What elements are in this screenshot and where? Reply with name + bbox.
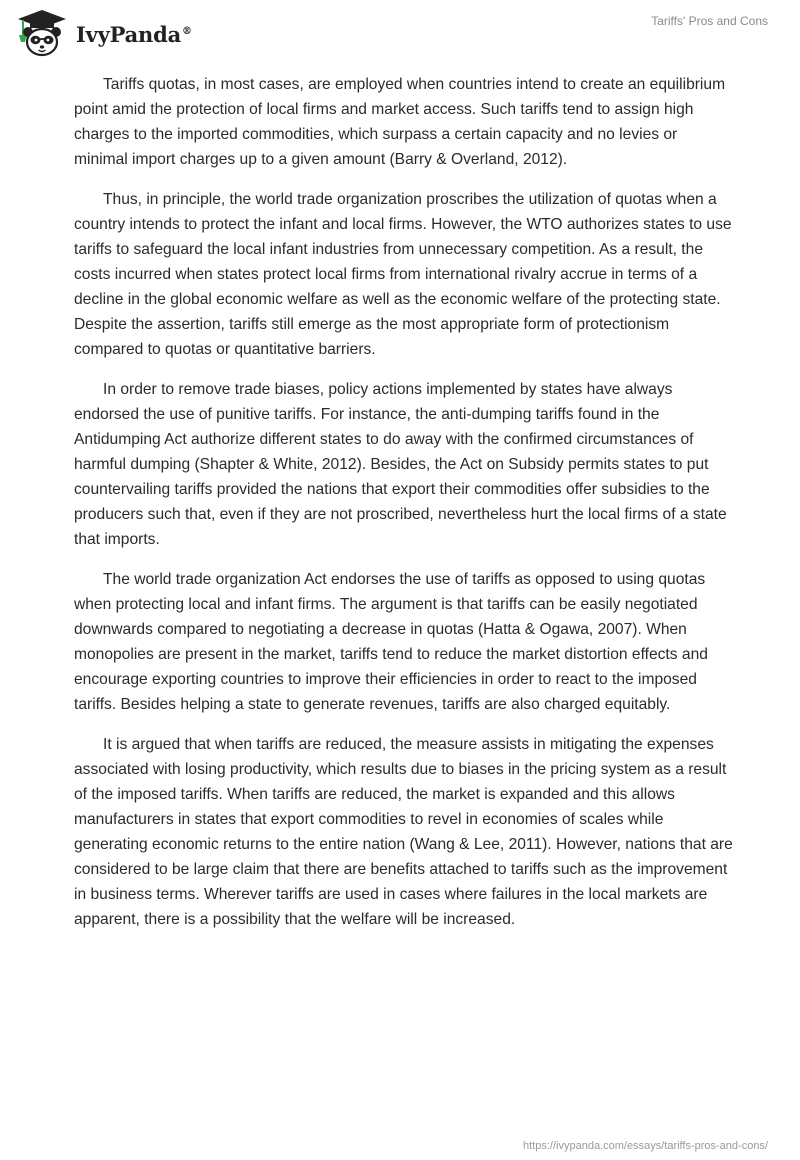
panda-graduate-logo-icon [14, 8, 70, 58]
paragraph-2: Thus, in principle, the world trade organization proscribes the utilization of quotas when a country intends to protect the infant and local firms. However, the WTO authorizes states to use tariffs to safeguard the local infant industries from unnecessary competition. As a result, the costs incurred when states protect local firms from international rivalry accrue in terms of a decline in the global economic welfare as well as the economic welfare of the protecting state. Despite the assertion, tariffs still emerge as the most appropriate form of protectionism compared to quotas or quantitative barriers. [74, 191, 732, 358]
registered-mark: ® [182, 25, 192, 37]
document-title: Tariffs' Pros and Cons [651, 14, 768, 28]
paragraph-4: The world trade organization Act endorses the use of tariffs as opposed to using quotas when protecting local and infant firms. The argument is that tariffs can be easily negotiated downwards compared to negotiating a decrease in quotas (Hatta & Ogawa, 2007). When monopolies are present in the market, tariffs tend to reduce the market distortion effects and encourage exporting countries to improve their efficiencies in order to react to the imposed tariffs. Besides helping a state to generate revenues, tariffs are also charged equitably. [74, 571, 708, 713]
essay-body [74, 72, 734, 947]
page-header [0, 0, 800, 64]
paragraph-5: It is argued that when tariffs are reduced, the measure assists in mitigating the expenses associated with losing productivity, which results due to biases in the pricing system as a result of the imposed tariffs. When tariffs are reduced, the market is expanded and this allows manufacturers in states that export commodities to revel in economies of scales while generating economic returns to the entire nation (Wang & Lee, 2011). However, nations that are considered to be large claim that there are benefits attached to tariffs such as the improvement in business terms. Wherever tariffs are used in cases where failures in the local markets are apparent, there is a possibility that the welfare will be increased. [74, 736, 733, 928]
paragraph-3: In order to remove trade biases, policy actions implemented by states have always endorsed the use of punitive tariffs. For instance, the anti-dumping tariffs found in the Antidumping Act authorize different states to do away with the confirmed circumstances of harmful dumping (Shapter & White, 2012). Besides, the Act on Subsidy permits states to put countervailing tariffs provided the nations that export their commodities offer subsidies to the producers such that, even if they are not proscribed, nevertheless hurt the local firms of a state that imports. [74, 381, 727, 548]
source-url[interactable]: https://ivypanda.com/essays/tariffs-pros-and-cons/ [523, 1140, 768, 1152]
paragraph-1: Tariffs quotas, in most cases, are employed when countries intend to create an equilibrium point amid the protection of local firms and market access. Such tariffs tend to assign high charges to the imported commodities, which surpass a certain capacity and no levies or minimal import charges up to a given amount (Barry & Overland, 2012). [74, 76, 726, 168]
logo[interactable] [14, 8, 192, 58]
logo-text: IvyPanda® [76, 21, 192, 47]
